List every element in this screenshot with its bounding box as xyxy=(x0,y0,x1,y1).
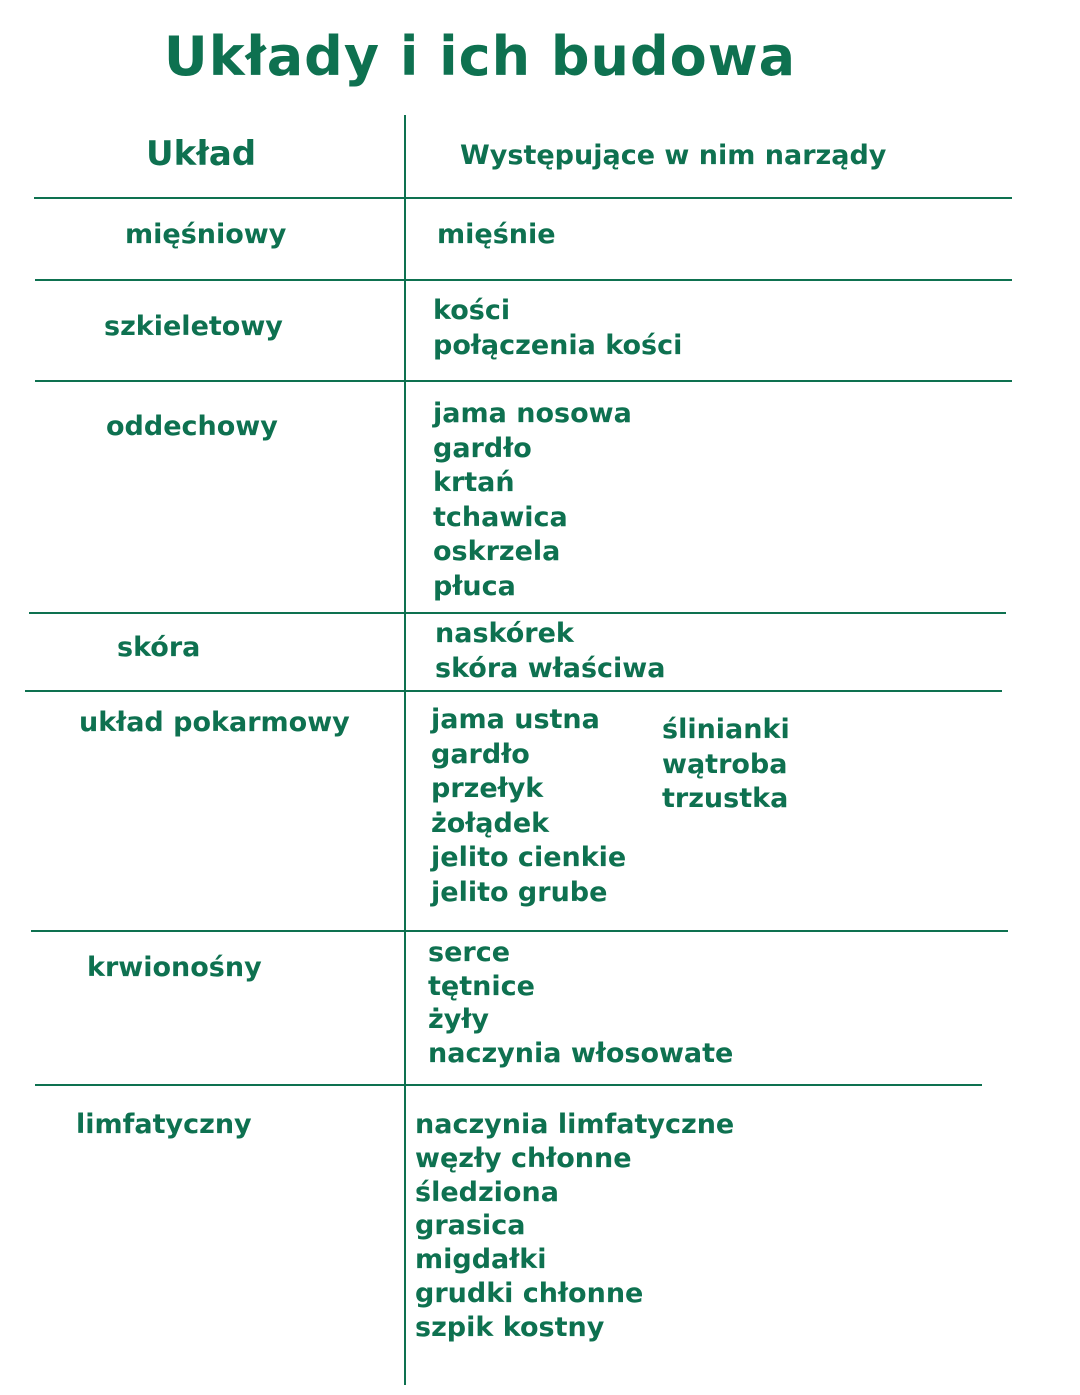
organ-item: kości xyxy=(433,295,511,326)
organ-item: połączenia kości xyxy=(433,329,683,361)
organ-item: wątroba xyxy=(662,748,788,780)
organ-item: jama ustna xyxy=(431,704,600,735)
organ-item: jelito grube xyxy=(431,876,608,908)
system-name: szkieletowy xyxy=(104,311,283,342)
organ-list xyxy=(433,294,682,363)
system-name: krwionośny xyxy=(87,952,262,983)
organ-item: gardło xyxy=(433,432,532,464)
organ-item: żołądek xyxy=(431,807,550,839)
organ-item: naczynia włosowate xyxy=(428,1037,734,1069)
column-divider xyxy=(404,115,406,1385)
organ-item: jama nosowa xyxy=(433,398,632,429)
organ-item: mięśnie xyxy=(437,219,556,250)
row-divider xyxy=(29,612,1006,614)
organ-item: grudki chłonne xyxy=(415,1277,644,1309)
organ-item: migdałki xyxy=(415,1244,547,1276)
organ-list xyxy=(431,703,626,911)
organ-item: jelito cienkie xyxy=(431,842,627,874)
organ-item: płuca xyxy=(433,570,516,602)
organ-list-glands xyxy=(662,713,790,817)
system-name: limfatyczny xyxy=(76,1109,252,1140)
row-divider xyxy=(31,930,1008,932)
system-name: skóra xyxy=(117,632,201,663)
organ-item: przełyk xyxy=(431,773,544,805)
organ-item: szpik kostny xyxy=(415,1311,605,1343)
organ-item: serce xyxy=(428,937,511,968)
organ-item: gardło xyxy=(431,738,530,770)
organ-item: naskórek xyxy=(435,618,574,649)
row-divider xyxy=(35,279,1012,281)
row-divider xyxy=(25,690,1002,692)
organ-list xyxy=(433,397,632,605)
organ-item: tętnice xyxy=(428,970,535,1002)
organ-item: ślinianki xyxy=(662,714,790,745)
column-header-organs: Występujące w nim narządy xyxy=(460,140,887,171)
row-divider xyxy=(34,197,1012,199)
organ-list xyxy=(428,936,733,1070)
organ-item: żyły xyxy=(428,1004,489,1036)
column-header-system: Układ xyxy=(146,134,257,174)
organ-list xyxy=(435,617,665,686)
organ-list xyxy=(437,218,556,253)
row-divider xyxy=(35,380,1012,382)
page-title: Układy i ich budowa xyxy=(163,25,797,88)
organ-item: trzustka xyxy=(662,783,789,815)
organ-item: naczynia limfatyczne xyxy=(415,1109,735,1140)
organ-item: grasica xyxy=(415,1210,526,1242)
system-name: układ pokarmowy xyxy=(79,707,350,738)
organ-item: węzły chłonne xyxy=(415,1142,632,1174)
organ-item: tchawica xyxy=(433,501,568,533)
organ-item: śledziona xyxy=(415,1176,559,1208)
organ-item: oskrzela xyxy=(433,536,561,568)
row-divider xyxy=(35,1084,982,1086)
organ-list xyxy=(415,1108,734,1345)
system-name: oddechowy xyxy=(106,411,278,442)
organ-item: krtań xyxy=(433,467,515,499)
system-name: mięśniowy xyxy=(125,219,287,250)
organ-item: skóra właściwa xyxy=(435,652,666,684)
